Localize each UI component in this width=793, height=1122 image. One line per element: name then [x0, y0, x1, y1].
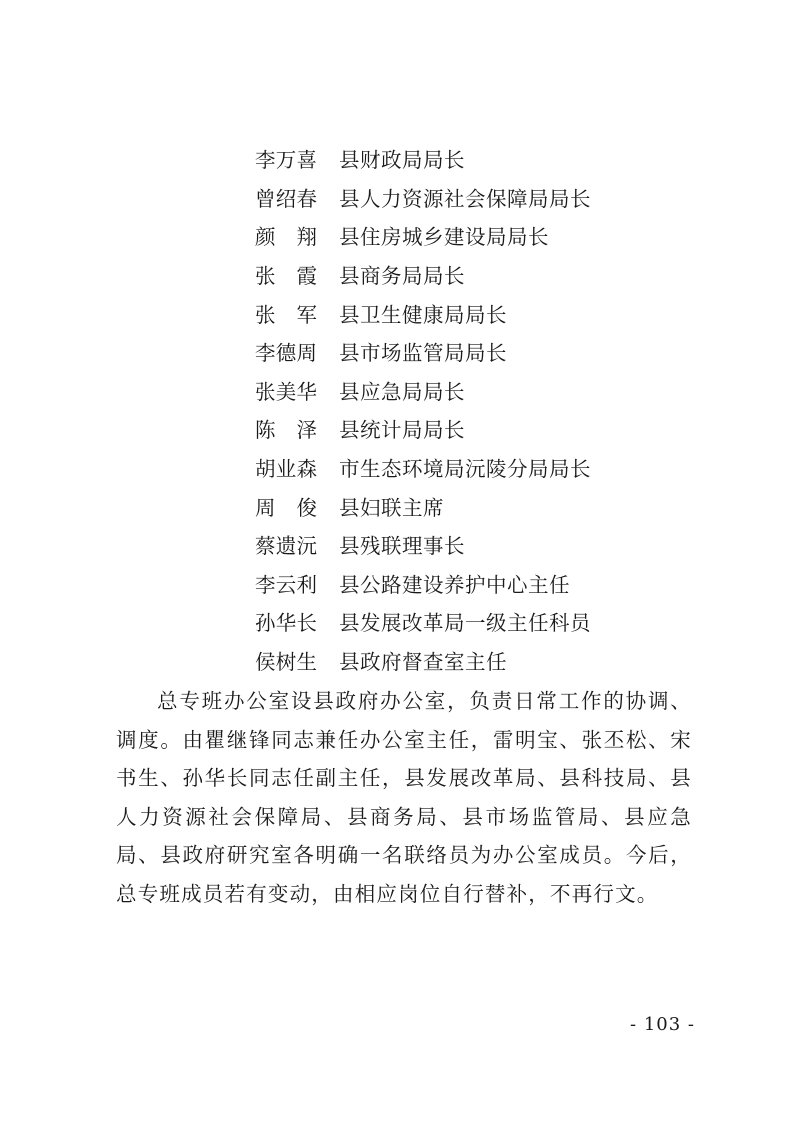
- member-row: [255, 371, 591, 410]
- member-row: [255, 602, 591, 641]
- office-paragraph: 总专班办公室设县政府办公室，负责日常工作的协调、调度。由瞿继锋同志兼任办公室主任，雷明宝、张丕松、宋书生、孙华长同志任副主任，县发展改革局、县科技局、县人力资源社会保障局、县商务局、县市场监管局、县应急局、县政府研究室各明确一名联络员为办公室成员。今后，总专班成员若有变动，由相应岗位自行替补，不再行文。: [116, 689, 692, 906]
- member-name: 侯树生: [255, 650, 317, 675]
- member-title: 县发展改革局一级主任科员: [339, 611, 591, 636]
- member-title: 县妇联主席: [339, 495, 444, 520]
- member-title: 县市场监管局局长: [339, 341, 507, 366]
- member-name: 陈泽: [255, 418, 317, 443]
- member-title: 县住房城乡建设局局长: [339, 225, 549, 250]
- member-name: 颜翔: [255, 225, 317, 250]
- member-row: [255, 564, 591, 603]
- member-title: 县商务局局长: [339, 264, 465, 289]
- member-row: [255, 216, 591, 255]
- member-title: 市生态环境局沅陵分局局长: [339, 457, 591, 482]
- member-row: [255, 448, 591, 487]
- member-name: 张霞: [255, 264, 317, 289]
- member-row: [255, 409, 591, 448]
- member-row: [255, 139, 591, 178]
- member-row: [255, 525, 591, 564]
- member-name: 李云利: [255, 572, 317, 597]
- member-name: 张美华: [255, 379, 317, 404]
- member-title: 县政府督查室主任: [339, 650, 507, 675]
- member-title: 县人力资源社会保障局局长: [339, 186, 591, 211]
- member-name: 周俊: [255, 495, 317, 520]
- member-name: 胡业森: [255, 457, 317, 482]
- member-title: 县财政局局长: [339, 148, 465, 173]
- member-title: 县应急局局长: [339, 379, 465, 404]
- member-title: 县统计局局长: [339, 418, 465, 443]
- member-row: [255, 178, 591, 217]
- member-row: [255, 486, 591, 525]
- member-row: [255, 641, 591, 680]
- member-name: 蔡遗沅: [255, 534, 317, 559]
- member-row: [255, 293, 591, 332]
- member-name: 张军: [255, 302, 317, 327]
- member-title: 县卫生健康局局长: [339, 302, 507, 327]
- member-row: [255, 255, 591, 294]
- page-number: - 103 -: [630, 1014, 695, 1035]
- member-title: 县残联理事长: [339, 534, 465, 559]
- member-name: 孙华长: [255, 611, 317, 636]
- member-row: [255, 332, 591, 371]
- member-name: 曾绍春: [255, 186, 317, 211]
- member-title: 县公路建设养护中心主任: [339, 572, 570, 597]
- member-name: 李德周: [255, 341, 317, 366]
- member-name: 李万喜: [255, 148, 317, 173]
- member-list: [255, 139, 591, 679]
